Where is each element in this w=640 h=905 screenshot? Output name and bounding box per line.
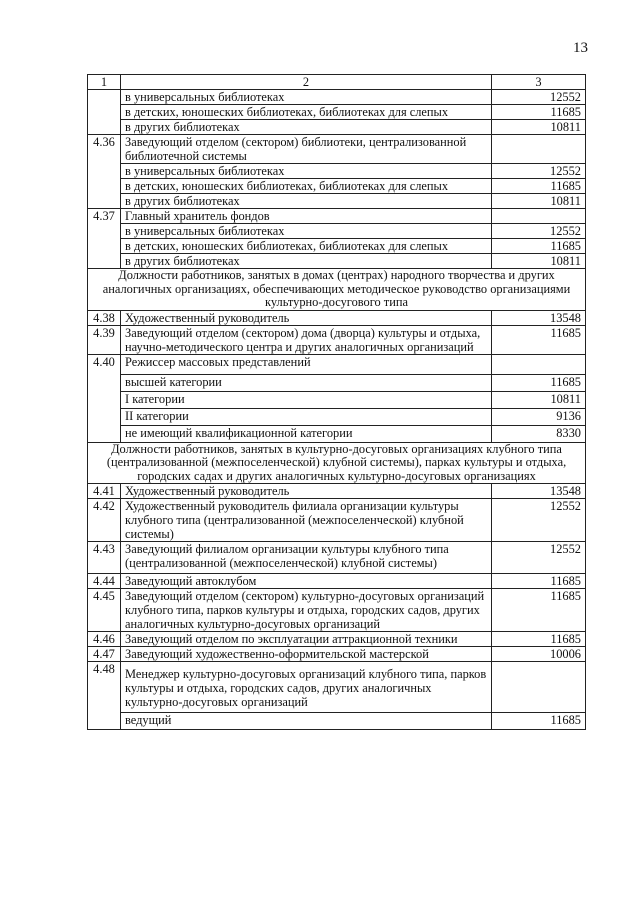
table-row (88, 254, 586, 269)
table-row (88, 90, 586, 105)
position-title: Заведующий художественно-оформительской мастерской (121, 647, 492, 662)
row-number: 4.38 (88, 310, 121, 325)
table-row (88, 391, 586, 408)
header-cell-3: 3 (492, 75, 586, 90)
position-title: Заведующий филиалом организации культуры клубного типа (централизованной (межпоселенческой) клубной системы) (121, 542, 492, 574)
sub-label: в универсальных библиотеках (121, 224, 492, 239)
salary-value: 13548 (492, 484, 586, 499)
row-number: 4.40 (88, 354, 121, 442)
table-row (88, 164, 586, 179)
empty-value (492, 354, 586, 374)
position-title: Художественный руководитель (121, 484, 492, 499)
table-row (88, 425, 586, 442)
section-row (88, 269, 586, 311)
sub-label: в универсальных библиотеках (121, 90, 492, 105)
table-row (88, 135, 586, 164)
salary-value: 11685 (492, 179, 586, 194)
sub-label: в универсальных библиотеках (121, 164, 492, 179)
salary-value: 10811 (492, 391, 586, 408)
table-row (88, 105, 586, 120)
row-number: 4.41 (88, 484, 121, 499)
table-row (88, 499, 586, 542)
sub-label: в других библиотеках (121, 254, 492, 269)
table-row (88, 589, 586, 632)
salary-value: 10811 (492, 194, 586, 209)
page-number: 13 (573, 40, 588, 56)
salary-value: 11685 (492, 713, 586, 730)
sub-label: I категории (121, 391, 492, 408)
salary-value: 11685 (492, 239, 586, 254)
salary-value: 11685 (492, 374, 586, 391)
table-row (88, 209, 586, 224)
table-row (88, 647, 586, 662)
table-row (88, 408, 586, 425)
salary-value: 12552 (492, 542, 586, 574)
position-title: Заведующий отделом по эксплуатации аттракционной техники (121, 632, 492, 647)
row-number: 4.44 (88, 574, 121, 589)
sub-label: в детских, юношеских библиотеках, библиотеках для слепых (121, 105, 492, 120)
row-number: 4.45 (88, 589, 121, 632)
table-row (88, 354, 586, 374)
sub-label: не имеющий квалификационной категории (121, 425, 492, 442)
table-row (88, 484, 586, 499)
row-number: 4.47 (88, 647, 121, 662)
section-heading: Должности работников, занятых в домах (центрах) народного творчества и других аналогичных организациях, обеспечивающих методическое руководство организациями культурно-досугового типа (88, 269, 586, 311)
row-number: 4.36 (88, 135, 121, 209)
salary-value: 11685 (492, 325, 586, 354)
salary-value: 12552 (492, 90, 586, 105)
position-title: Заведующий автоклубом (121, 574, 492, 589)
section-row (88, 442, 586, 484)
salary-value: 11685 (492, 574, 586, 589)
salary-value: 10811 (492, 120, 586, 135)
salary-value: 11685 (492, 632, 586, 647)
table-row (88, 713, 586, 730)
sub-label: II категории (121, 408, 492, 425)
salary-value: 12552 (492, 499, 586, 542)
position-title: Заведующий отделом (сектором) дома (дворца) культуры и отдыха, научно-методического центра и других аналогичных организаций (121, 325, 492, 354)
table-row (88, 542, 586, 574)
row-number: 4.48 (88, 662, 121, 730)
row-number: 4.37 (88, 209, 121, 269)
table-row (88, 632, 586, 647)
empty-value (492, 209, 586, 224)
sub-label: в других библиотеках (121, 120, 492, 135)
row-number-cell (88, 90, 121, 135)
salary-value: 9136 (492, 408, 586, 425)
row-number: 4.42 (88, 499, 121, 542)
header-cell-1: 1 (88, 75, 121, 90)
salary-value: 11685 (492, 105, 586, 120)
sub-label: в других библиотеках (121, 194, 492, 209)
position-title: Художественный руководитель (121, 310, 492, 325)
salary-value: 10811 (492, 254, 586, 269)
table-row (88, 310, 586, 325)
sub-label: ведущий (121, 713, 492, 730)
table-header-row (88, 75, 586, 90)
table-row (88, 239, 586, 254)
table-row (88, 325, 586, 354)
salary-value: 8330 (492, 425, 586, 442)
table-row (88, 120, 586, 135)
salary-value: 13548 (492, 310, 586, 325)
sub-label: в детских, юношеских библиотеках, библиотеках для слепых (121, 179, 492, 194)
sub-label: в детских, юношеских библиотеках, библиотеках для слепых (121, 239, 492, 254)
table-row (88, 179, 586, 194)
salary-value: 10006 (492, 647, 586, 662)
empty-value (492, 662, 586, 713)
table-row (88, 662, 586, 713)
row-number: 4.39 (88, 325, 121, 354)
empty-value (492, 135, 586, 164)
table-row (88, 194, 586, 209)
position-title: Менеджер культурно-досуговых организаций клубного типа, парков культуры и отдыха, городских садов, других аналогичных культурно-досуговых организаций (121, 662, 492, 713)
salary-value: 12552 (492, 164, 586, 179)
sub-label: высшей категории (121, 374, 492, 391)
table-row (88, 574, 586, 589)
row-number: 4.43 (88, 542, 121, 574)
salary-table (87, 74, 586, 730)
section-heading: Должности работников, занятых в культурно-досуговых организациях клубного типа (централизованной (межпоселенческой) клубной системы), парках культуры и отдыха, городских садах и других аналогичных культурно-досуговых организациях (88, 442, 586, 484)
salary-value: 11685 (492, 589, 586, 632)
table-row (88, 224, 586, 239)
table-row (88, 374, 586, 391)
position-title: Режиссер массовых представлений (121, 354, 492, 374)
position-title: Заведующий отделом (сектором) библиотеки, централизованной библиотечной системы (121, 135, 492, 164)
position-title: Заведующий отделом (сектором) культурно-досуговых организаций клубного типа, парков культуры и отдыха, городских садов, других аналогичных культурно-досуговых организаций (121, 589, 492, 632)
row-number: 4.46 (88, 632, 121, 647)
position-title: Главный хранитель фондов (121, 209, 492, 224)
salary-value: 12552 (492, 224, 586, 239)
position-title: Художественный руководитель филиала организации культуры клубного типа (централизованной (межпоселенческой) клубной системы) (121, 499, 492, 542)
header-cell-2: 2 (121, 75, 492, 90)
